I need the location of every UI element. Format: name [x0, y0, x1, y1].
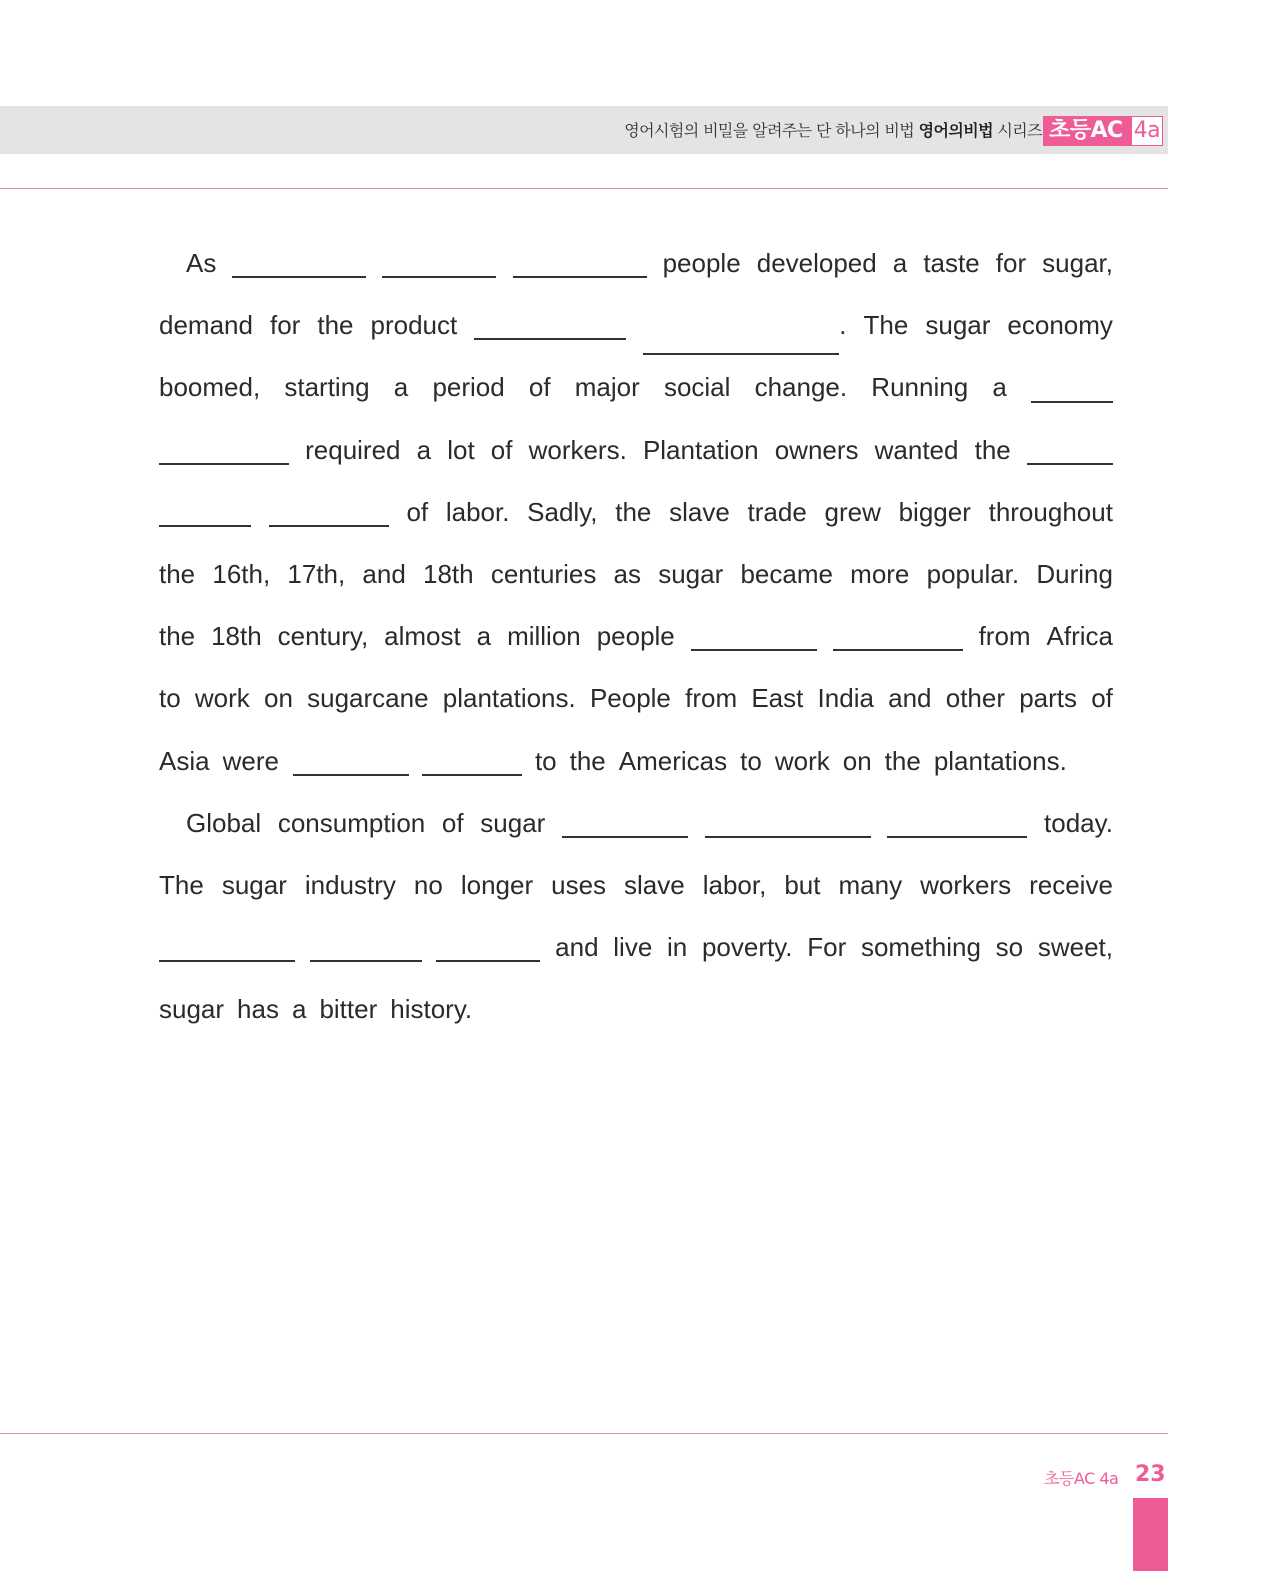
word: no	[413, 869, 443, 900]
word: sweet,	[1037, 932, 1113, 963]
word: Africa	[1046, 621, 1113, 652]
answer-blank[interactable]	[159, 463, 289, 465]
word: social	[663, 372, 731, 403]
top-divider	[0, 188, 1168, 189]
word: of	[1091, 683, 1113, 714]
word: slave	[669, 496, 730, 527]
word: taste	[923, 248, 980, 278]
word: many	[838, 869, 903, 900]
word: the	[317, 310, 354, 341]
word: industry	[304, 869, 396, 900]
word: developed	[756, 248, 877, 278]
word: sugar,	[1042, 248, 1113, 278]
word: but	[784, 869, 821, 900]
passage-line	[159, 232, 1113, 294]
word: popular.	[926, 558, 1020, 589]
word: sugar	[658, 558, 724, 589]
word: the	[974, 434, 1011, 465]
word: lot	[447, 434, 475, 465]
word: Global	[186, 807, 262, 838]
answer-blank[interactable]	[310, 960, 422, 962]
word: grew	[824, 496, 881, 527]
word: to	[740, 745, 762, 776]
word: major	[574, 372, 640, 403]
word: labor,	[702, 869, 767, 900]
word: demand	[159, 310, 253, 341]
word: East	[751, 683, 804, 714]
word: labor.	[445, 496, 510, 527]
answer-blank[interactable]	[159, 525, 251, 527]
answer-blank[interactable]	[562, 836, 688, 838]
passage-line	[159, 356, 1113, 418]
passage	[159, 232, 1113, 1040]
word: 16th,	[212, 558, 271, 589]
passage-line	[159, 543, 1113, 605]
word: other	[945, 683, 1005, 714]
bottom-divider	[0, 1433, 1168, 1434]
word: a	[291, 994, 307, 1025]
word: on	[842, 745, 872, 776]
word: For	[807, 932, 847, 963]
word: India	[817, 683, 874, 714]
word: required	[305, 434, 401, 465]
passage-line	[159, 854, 1113, 916]
word: wanted	[874, 434, 959, 465]
word: owners	[774, 434, 859, 465]
word: work	[194, 683, 250, 714]
word: the	[884, 745, 921, 776]
word: parts	[1019, 683, 1078, 714]
word: People	[589, 683, 671, 714]
word: consumption	[277, 807, 426, 838]
footer-label: 초등AC 4a	[1044, 1469, 1119, 1488]
word: were	[222, 745, 279, 776]
answer-blank[interactable]	[474, 338, 626, 340]
word: for	[269, 310, 301, 341]
word: in	[667, 932, 688, 963]
word: on	[264, 683, 293, 714]
word: sugar	[159, 994, 225, 1025]
answer-blank[interactable]	[382, 276, 496, 278]
word: as	[613, 558, 641, 589]
passage-line	[159, 792, 1113, 854]
word: period	[432, 372, 505, 403]
page-tab	[1133, 1498, 1168, 1571]
series-badge	[1043, 116, 1163, 146]
word: almost	[384, 621, 461, 652]
answer-blank[interactable]	[1027, 463, 1113, 465]
badge-main: 초등AC	[1043, 116, 1131, 146]
word: a	[416, 434, 432, 465]
word: throughout	[988, 496, 1113, 527]
word: plantations.	[933, 745, 1067, 776]
word: of	[490, 434, 513, 465]
word: from	[685, 683, 738, 714]
word: today.	[1044, 807, 1113, 838]
word: starting	[284, 372, 370, 403]
word: 17th,	[287, 558, 346, 589]
word: a	[892, 248, 908, 278]
word: change.	[754, 372, 848, 403]
word: receive	[1029, 869, 1113, 900]
passage-line	[159, 730, 1113, 792]
word: poverty.	[701, 932, 793, 963]
word: and	[362, 558, 406, 589]
answer-blank[interactable]	[293, 774, 409, 776]
word: the	[615, 496, 652, 527]
word: history.	[390, 994, 473, 1025]
answer-blank[interactable]	[643, 353, 839, 355]
series-suffix: 시리즈	[997, 121, 1042, 140]
word: of	[528, 372, 551, 403]
word: and	[555, 932, 599, 963]
word: Running	[871, 372, 969, 403]
word: economy	[1007, 310, 1113, 341]
word: .	[839, 310, 847, 341]
word: of	[441, 807, 464, 838]
word: Americas	[618, 745, 728, 776]
answer-blank[interactable]	[159, 960, 295, 962]
word: sugar	[480, 807, 546, 838]
word: to	[534, 745, 557, 776]
word: plantations.	[442, 683, 576, 714]
word: for	[995, 248, 1027, 278]
passage-line	[159, 605, 1113, 667]
word: a	[393, 372, 409, 403]
word: a	[476, 621, 492, 652]
word: workers	[920, 869, 1012, 900]
word: The	[863, 310, 909, 341]
answer-blank[interactable]	[833, 649, 963, 651]
word: uses	[551, 869, 607, 900]
word: million	[507, 621, 581, 652]
answer-blank[interactable]	[887, 836, 1027, 838]
passage-line	[159, 978, 1113, 1040]
word: more	[850, 558, 910, 589]
word: live	[613, 932, 653, 963]
answer-blank[interactable]	[705, 836, 871, 838]
word: has	[237, 994, 279, 1025]
word: During	[1036, 558, 1113, 589]
passage-line	[159, 294, 1113, 356]
brand-name: 영어의비법	[918, 121, 993, 140]
badge-level: 4a	[1131, 116, 1163, 146]
word: of	[406, 496, 429, 527]
word: century,	[277, 621, 369, 652]
word: became	[740, 558, 833, 589]
blank-with-period	[643, 294, 846, 356]
answer-blank[interactable]	[513, 276, 647, 278]
word: people	[596, 621, 675, 652]
answer-blank[interactable]	[269, 525, 389, 527]
answer-blank[interactable]	[232, 276, 366, 278]
word: the	[569, 745, 606, 776]
word: centuries	[490, 558, 597, 589]
word: Asia	[159, 745, 210, 776]
word: workers.	[528, 434, 627, 465]
word: the	[159, 558, 196, 589]
word: Sadly,	[527, 496, 598, 527]
page-number: 23	[1135, 1462, 1166, 1487]
header-tagline	[624, 118, 1042, 141]
word: trade	[747, 496, 807, 527]
word: sugar	[221, 869, 287, 900]
word: to	[159, 683, 181, 714]
word: sugar	[925, 310, 991, 341]
word: product	[370, 310, 458, 341]
answer-blank[interactable]	[1031, 401, 1113, 403]
passage-line	[159, 481, 1113, 543]
word: Plantation	[642, 434, 759, 465]
word: The	[159, 869, 204, 900]
word: work	[774, 745, 830, 776]
answer-blank[interactable]	[422, 774, 522, 776]
word: longer	[460, 869, 534, 900]
word: 18th	[423, 558, 474, 589]
word: people	[662, 248, 741, 278]
word: and	[888, 683, 932, 714]
word: boomed,	[159, 372, 261, 403]
answer-blank[interactable]	[436, 960, 540, 962]
word: sugarcane	[307, 683, 429, 714]
passage-line	[159, 419, 1113, 481]
word: the	[159, 621, 196, 652]
word: so	[995, 932, 1024, 963]
word: bigger	[898, 496, 971, 527]
word: slave	[624, 869, 685, 900]
tagline-text: 영어시험의 비밀을 알려주는 단 하나의 비법	[624, 121, 915, 140]
word: bitter	[319, 994, 378, 1025]
word: something	[860, 932, 981, 963]
word: from	[978, 621, 1031, 652]
passage-line	[159, 667, 1113, 729]
word: As	[186, 248, 217, 278]
word: a	[992, 372, 1007, 403]
answer-blank[interactable]	[691, 649, 817, 651]
word: 18th	[211, 621, 262, 652]
passage-line	[159, 916, 1113, 978]
